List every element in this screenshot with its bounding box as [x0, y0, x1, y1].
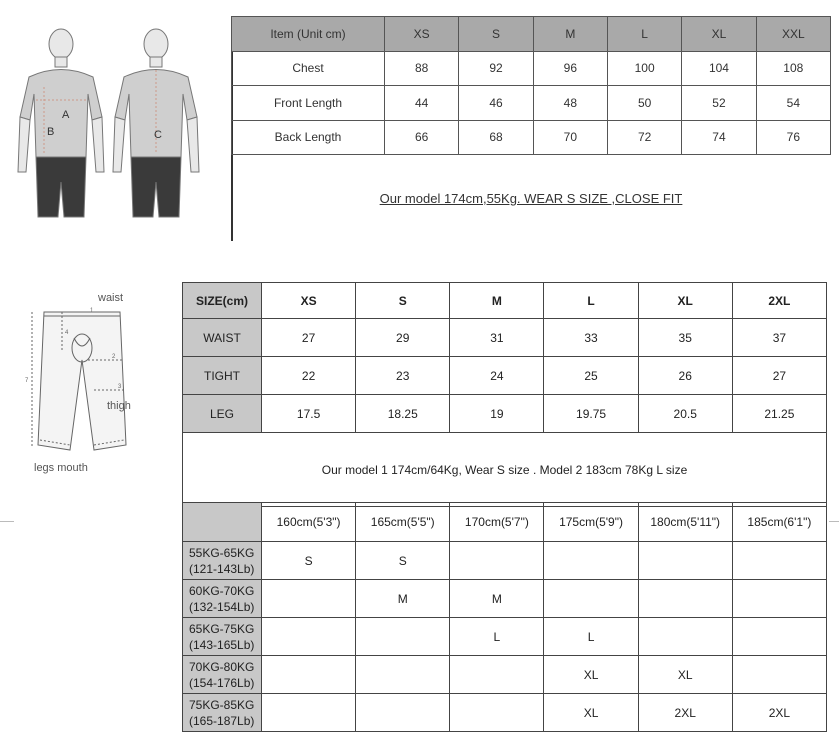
weight-label [183, 542, 262, 580]
table-cell [450, 694, 544, 732]
header-cell: L [544, 283, 638, 319]
table-cell [450, 542, 544, 580]
jersey-model-note [231, 191, 831, 206]
figure-letter-b: B [47, 126, 55, 138]
table-cell: 92 [459, 51, 533, 86]
header-cell: 170cm(5'7") [450, 503, 544, 542]
table-cell: 27 [732, 357, 826, 395]
table-cell [638, 542, 732, 580]
header-cell-empty [183, 503, 262, 542]
header-cell: XL [682, 17, 756, 52]
weight-label [183, 694, 262, 732]
figure-letter-a: A [62, 109, 70, 121]
table-cell: 27 [262, 319, 356, 357]
figure-letter-c: C [154, 129, 162, 141]
table-cell: 104 [682, 51, 756, 86]
header-cell: S [356, 283, 450, 319]
table-cell: 26 [638, 357, 732, 395]
legs-mouth-label: legs mouth [34, 462, 88, 474]
table-row [183, 694, 827, 732]
table-cell: 25 [544, 357, 638, 395]
weight-lb: (121-143Lb) [189, 561, 255, 576]
weight-lb: (165-187Lb) [189, 713, 255, 728]
diagram-number-1: 1 [90, 308, 94, 314]
row-label: Front Length [232, 86, 385, 121]
row-label: Back Length [232, 120, 385, 155]
table-cell: 72 [607, 120, 681, 155]
table-cell [356, 656, 450, 694]
header-cell: XS [385, 17, 459, 52]
row-label: WAIST [183, 319, 262, 357]
table-cell: 44 [385, 86, 459, 121]
header-cell: 185cm(6'1") [732, 503, 826, 542]
table-cell [732, 542, 826, 580]
header-cell: SIZE(cm) [183, 283, 262, 319]
diagram-number-7: 7 [25, 378, 29, 384]
weight-lb: (132-154Lb) [189, 599, 255, 614]
table-header-row [183, 503, 827, 542]
table-cell: 46 [459, 86, 533, 121]
table-cell: 24 [450, 357, 544, 395]
diagram-number-4: 4 [65, 330, 69, 336]
table-row [232, 86, 831, 121]
table-cell: 76 [756, 120, 830, 155]
diagram-number-2: 2 [112, 354, 116, 360]
header-cell: M [450, 283, 544, 319]
table-cell [356, 694, 450, 732]
table-cell: 66 [385, 120, 459, 155]
shorts-figure-illustration [22, 290, 142, 480]
table-cell [262, 618, 356, 656]
weight-label [183, 656, 262, 694]
table-cell: 18.25 [356, 395, 450, 433]
table-cell: S [262, 542, 356, 580]
table-cell: 88 [385, 51, 459, 86]
header-cell: 160cm(5'3") [262, 503, 356, 542]
table-cell: 68 [459, 120, 533, 155]
waist-label: waist [98, 292, 124, 304]
table-row [183, 580, 827, 618]
table-cell [262, 656, 356, 694]
header-cell: 2XL [732, 283, 826, 319]
row-label: TIGHT [183, 357, 262, 395]
jersey-model-note-text: Our model 174cm,55Kg. WEAR S SIZE ,CLOSE FIT [379, 191, 683, 206]
table-cell: 22 [262, 357, 356, 395]
divider-line [0, 521, 14, 522]
row-label: LEG [183, 395, 262, 433]
table-cell: 74 [682, 120, 756, 155]
table-cell: 108 [756, 51, 830, 86]
table-cell: XL [638, 656, 732, 694]
table-cell: 19.75 [544, 395, 638, 433]
table-cell: 70 [533, 120, 607, 155]
diagram-number-3: 3 [118, 384, 122, 390]
table-row [232, 120, 831, 155]
table-cell: 33 [544, 319, 638, 357]
table-cell: 23 [356, 357, 450, 395]
header-cell: 165cm(5'5") [356, 503, 450, 542]
table-cell: 100 [607, 51, 681, 86]
weight-kg: 70KG-80KG [189, 659, 255, 674]
jersey-size-section [231, 16, 831, 241]
header-cell: L [607, 17, 681, 52]
weight-kg: 65KG-75KG [189, 621, 255, 636]
divider-line [829, 521, 839, 522]
weight-kg: 75KG-85KG [189, 697, 255, 712]
table-row [183, 357, 827, 395]
table-cell: 20.5 [638, 395, 732, 433]
table-cell [262, 694, 356, 732]
table-row [183, 319, 827, 357]
table-cell: L [544, 618, 638, 656]
table-row [183, 542, 827, 580]
table-cell: XL [544, 656, 638, 694]
weight-label [183, 618, 262, 656]
header-cell: Item (Unit cm) [232, 17, 385, 52]
table-cell: 21.25 [732, 395, 826, 433]
table-cell: 2XL [732, 694, 826, 732]
table-cell: L [450, 618, 544, 656]
table-cell: 50 [607, 86, 681, 121]
table-cell [732, 656, 826, 694]
table-cell [544, 580, 638, 618]
table-cell: 17.5 [262, 395, 356, 433]
table-row [183, 618, 827, 656]
table-row [183, 656, 827, 694]
shorts-measurement-figure [22, 290, 142, 480]
table-cell: 31 [450, 319, 544, 357]
table-cell: M [356, 580, 450, 618]
table-cell: 35 [638, 319, 732, 357]
table-cell [732, 618, 826, 656]
weight-lb: (143-165Lb) [189, 637, 255, 652]
row-label: Chest [232, 51, 385, 86]
header-cell: M [533, 17, 607, 52]
table-row [232, 51, 831, 86]
jersey-figure-illustration [14, 22, 214, 232]
table-cell [356, 618, 450, 656]
table-cell: 37 [732, 319, 826, 357]
weight-kg: 60KG-70KG [189, 583, 255, 598]
table-cell: 48 [533, 86, 607, 121]
shorts-model-note: Our model 1 174cm/64Kg, Wear S size . Model 2 183cm 78Kg L size [183, 433, 827, 507]
table-cell: XL [544, 694, 638, 732]
weight-kg: 55KG-65KG [189, 545, 255, 560]
table-cell: 52 [682, 86, 756, 121]
jersey-measurement-figure [14, 22, 214, 232]
header-cell: XXL [756, 17, 830, 52]
table-cell [450, 656, 544, 694]
header-cell: 175cm(5'9") [544, 503, 638, 542]
shorts-size-table [182, 282, 827, 507]
jersey-size-table [231, 16, 831, 155]
table-cell [262, 580, 356, 618]
table-row [183, 395, 827, 433]
table-header-row [232, 17, 831, 52]
table-cell [638, 618, 732, 656]
table-cell [732, 580, 826, 618]
weight-lb: (154-176Lb) [189, 675, 255, 690]
table-cell: 96 [533, 51, 607, 86]
header-cell: XL [638, 283, 732, 319]
table-row [183, 433, 827, 507]
size-guide-table [182, 502, 827, 732]
thigh-label: thigh [107, 400, 131, 412]
table-cell [638, 580, 732, 618]
table-cell: S [356, 542, 450, 580]
table-cell: 19 [450, 395, 544, 433]
table-cell [544, 542, 638, 580]
header-cell: 180cm(5'11") [638, 503, 732, 542]
weight-label [183, 580, 262, 618]
table-cell: M [450, 580, 544, 618]
table-cell: 29 [356, 319, 450, 357]
header-cell: S [459, 17, 533, 52]
table-header-row [183, 283, 827, 319]
table-cell: 54 [756, 86, 830, 121]
header-cell: XS [262, 283, 356, 319]
table-cell: 2XL [638, 694, 732, 732]
